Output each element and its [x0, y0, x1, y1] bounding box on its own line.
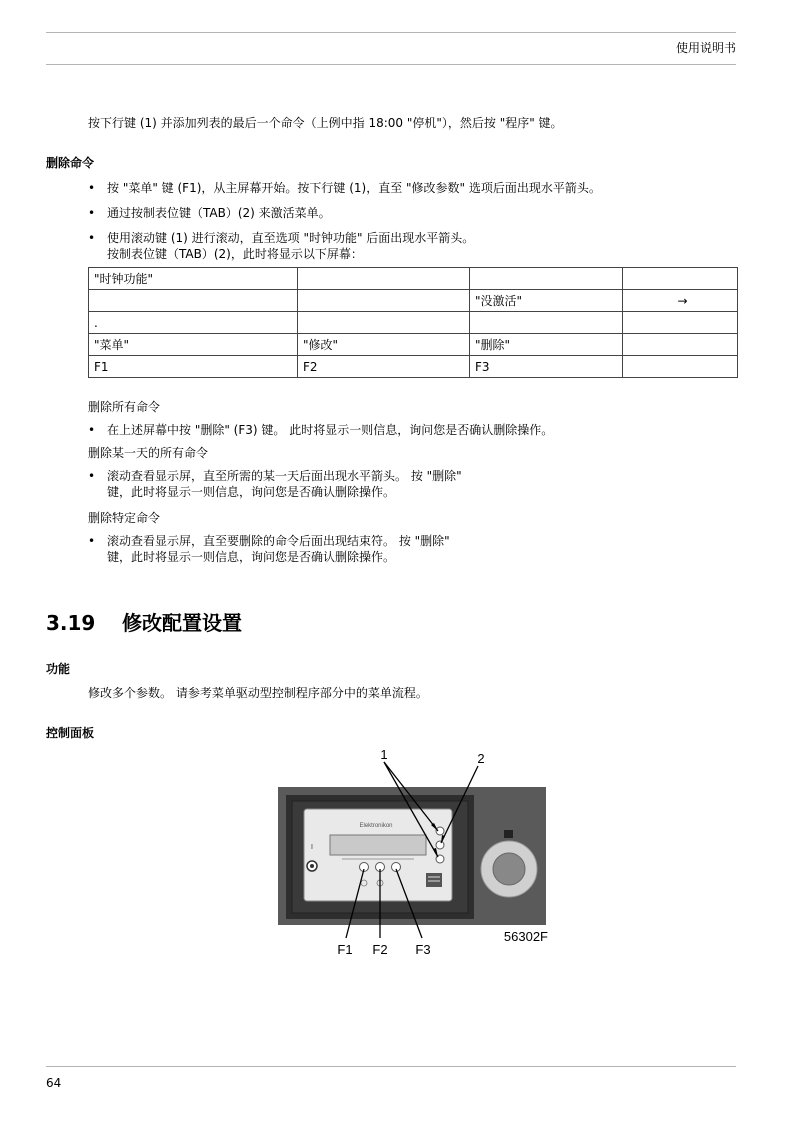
- emergency-stop-button: [493, 853, 525, 885]
- table-row: [89, 290, 738, 312]
- section-heading: [46, 610, 242, 636]
- section-title: 修改配置设置: [122, 611, 242, 635]
- table-cell: [298, 268, 470, 290]
- table-cell: [623, 356, 738, 378]
- logo: [426, 873, 442, 887]
- delete-day-bullet: • 滚动查看显示屏，直至所需的某一天后面出现水平箭头。 按 "删除": [88, 469, 462, 483]
- table-cell: .: [89, 312, 298, 334]
- function-heading: 功能: [46, 662, 71, 676]
- header-rule-bottom: [46, 64, 736, 65]
- table-cell: "菜单": [89, 334, 298, 356]
- f2-label: F2: [372, 942, 388, 957]
- control-panel-heading: 控制面板: [46, 726, 95, 740]
- brand-label: Elektronikon: [359, 823, 393, 829]
- table-cell: F2: [298, 356, 470, 378]
- delete-day-heading: 删除某一天的所有命令: [88, 446, 209, 460]
- table-row: [89, 334, 738, 356]
- control-panel-figure: [270, 745, 560, 960]
- delete-command-heading: 删除命令: [46, 156, 95, 170]
- table-cell: F3: [470, 356, 623, 378]
- table-row: [89, 312, 738, 334]
- page-number: 64: [46, 1076, 62, 1090]
- header-title: 使用说明书: [675, 41, 736, 55]
- power-label: I: [311, 844, 313, 851]
- tab-key: [436, 841, 444, 849]
- callout-1: 1: [380, 747, 388, 762]
- footer-rule: [46, 1066, 736, 1067]
- table-row: [89, 356, 738, 378]
- delete-bullet-3: • 使用滚动键 (1) 进行滚动，直至选项 "时钟功能" 后面出现水平箭头。: [88, 231, 475, 245]
- table-row: [89, 268, 738, 290]
- section-number: 3.19: [46, 611, 96, 635]
- table-cell: F1: [89, 356, 298, 378]
- table-cell: "时钟功能": [89, 268, 298, 290]
- table-cell: [89, 290, 298, 312]
- delete-bullet-1: • 按 "菜单" 键 (F1)，从主屏幕开始。按下行键 (1)，直至 "修改参数" 选项后面出现水平箭头。: [88, 181, 601, 195]
- table-cell: "没激活": [470, 290, 623, 312]
- header-rule-top: [46, 32, 736, 33]
- delete-bullet-3-line2: 按制表位键（TAB）(2)，此时将显示以下屏幕：: [107, 247, 363, 261]
- delete-all-bullet: • 在上述屏幕中按 "删除" (F3) 键。 此时将显示一则信息，询问您是否确认删除操作。: [88, 423, 554, 437]
- display-screen-table: [88, 267, 738, 378]
- f1-label: F1: [337, 942, 353, 957]
- delete-all-heading: 删除所有命令: [88, 400, 161, 414]
- table-cell: "修改": [298, 334, 470, 356]
- function-text: 修改多个参数。 请参考菜单驱动型控制程序部分中的菜单流程。: [88, 686, 428, 700]
- callout-2: 2: [477, 751, 485, 766]
- table-cell: [470, 268, 623, 290]
- table-cell: [623, 312, 738, 334]
- delete-bullet-2: • 通过按制表位键（TAB）(2) 来激活菜单。: [88, 206, 331, 220]
- table-cell: [298, 312, 470, 334]
- delete-specific-bullet: • 滚动查看显示屏，直至要删除的命令后面出现结束符。 按 "删除": [88, 534, 450, 548]
- intro-paragraph: 按下行键 (1) 并添加列表的最后一个命令（上例中指 18:00 "停机"），然后按 "程序" 键。: [88, 116, 563, 130]
- f3-label: F3: [415, 942, 431, 957]
- arrow-cell: →: [623, 290, 738, 312]
- table-cell: [298, 290, 470, 312]
- table-cell: [623, 334, 738, 356]
- table-cell: [470, 312, 623, 334]
- warning-label: [504, 830, 513, 838]
- display-window: [330, 835, 426, 855]
- figure-id: 56302F: [503, 929, 548, 944]
- delete-specific-heading: 删除特定命令: [88, 511, 161, 525]
- delete-specific-line2: 键，此时将显示一则信息，询问您是否确认删除操作。: [107, 550, 396, 564]
- delete-day-line2: 键，此时将显示一则信息，询问您是否确认删除操作。: [107, 485, 396, 499]
- table-cell: [623, 268, 738, 290]
- table-cell: "删除": [470, 334, 623, 356]
